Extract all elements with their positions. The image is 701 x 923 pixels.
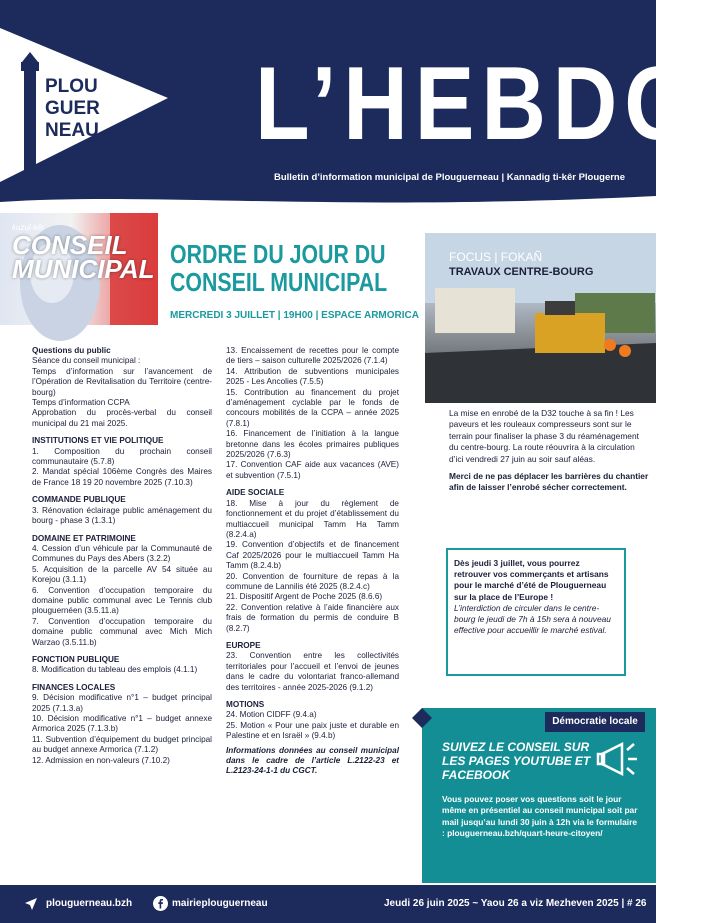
agenda-item: 14. Attribution de subventions municipales 2025 - Les Ancolies (7.5.5) — [226, 366, 399, 387]
agenda-section-heading: Questions du public — [32, 346, 111, 355]
agenda-item: 13. Encaissement de recettes pour le compte de tiers – saison culturelle 2025/2026 (7.1.4) — [226, 346, 399, 366]
agenda-item: Séance du conseil municipal : — [32, 356, 141, 366]
focus-notice: Merci de ne pas déplacer les barrières du chantier afin de laisser l’enrobé sécher correctement. — [449, 471, 649, 493]
agenda-item: 7. Convention d’occupation temporaire du domaine public communal avec Mich Mich Warzao (3.5.11.b) — [32, 616, 212, 647]
panel-diamond-accent — [414, 708, 434, 748]
ordre-du-jour-heading — [170, 240, 387, 296]
agenda-section-heading: COMMANDE PUBLIQUE — [32, 495, 126, 505]
agenda-item: 11. Subvention d’équipement du budget principal au budget annexe Armorica (7.1.2) — [32, 734, 212, 755]
agenda-item: 10. Décision modificative n°1 – budget annexe Armorica 2025 (7.1.3.b) — [32, 714, 212, 734]
logo-line3: NEAU — [45, 120, 99, 141]
agenda-item: 25. Motion « Pour une paix juste et durable en Palestine et en Israël » (9.4.b) — [226, 720, 399, 741]
conseil-date: MERCREDI 3 JUILLET | 19H00 | ESPACE ARMORICA — [170, 310, 419, 321]
logo-line1: PLOU — [45, 76, 98, 97]
ordre-heading-line2: CONSEIL MUNICIPAL — [170, 267, 388, 297]
agenda-item: 1. Composition du prochain conseil communautaire (5.7.8) — [32, 446, 212, 467]
facebook-link[interactable]: mairieplouguerneau — [172, 898, 268, 909]
masthead — [0, 0, 701, 208]
newsletter-subtitle: Bulletin d’information municipal de Plouguerneau | Kannadig ti-kêr Plougerne — [274, 172, 626, 183]
agenda-item: 4. Cession d’un véhicule par la Communauté de Communes du Pays des Abers (3.2.2) — [32, 543, 212, 564]
agenda-item: 6. Convention d’occupation temporaire du domaine public communal avec Le Tennis club plouguernéen (3.5.11.a) — [32, 585, 212, 616]
website-link[interactable]: plouguerneau.bzh — [46, 898, 133, 909]
marche-ete-box — [446, 548, 626, 676]
facebook-icon — [153, 896, 168, 911]
agenda-section-heading: AIDE SOCIALE — [226, 488, 285, 498]
agenda-footnote: Informations données au conseil municipal dans le cadre de l’article L.2122-23 et L.2123-24-1-1 du CGCT. — [226, 745, 399, 776]
agenda-item: 16. Financement de l’initiation à la langue bretonne dans les écoles primaires publiques 2025/2026 (7.6.3) — [226, 429, 399, 460]
agenda-item: Temps d’information CCPA — [32, 398, 130, 408]
agenda-item: 15. Contribution au financement du projet d’aménagement cyclable par le fonds de concours mobilités de la CCPA – année 2025 (7.8.1) — [226, 387, 399, 428]
agenda-item: 19. Convention d’objectifs et de financement Caf 2025/2026 pour le multiaccueil Tamm Ha Tamm (8.2.4.b) — [226, 540, 399, 571]
agenda-column-2 — [226, 346, 399, 777]
agenda-section-heading: DOMAINE ET PATRIMOINE — [32, 533, 136, 543]
agenda-item: 20. Convention de fourniture de repas à la commune de Lannilis été 2025 (8.2.4.c) — [226, 571, 399, 591]
header-wave-divider — [0, 188, 656, 212]
agenda-item: 17. Convention CAF aide aux vacances (AVE) et subvention (7.5.1) — [226, 460, 399, 480]
democratie-text: Vous pouvez poser vos questions soit le jour même en présentiel au conseil municipal soit par mail jusqu’au lundi 30 juin à 12h via le formulaire : plouguerneau.bzh/quart-heure-citoyen/ — [442, 794, 638, 839]
marche-ete-announcement: Dès jeudi 3 juillet, vous pourrez retrouver vos commerçants et artisans pour le marché d’été de Plouguerneau sur la place de l’Europe ! — [454, 558, 609, 602]
agenda-item: 8. Modification du tableau des emplois (4.1.1) — [32, 665, 198, 675]
focus-paragraph: La mise en enrobé de la D32 touche à sa fin ! Les paveurs et les rouleaux compresseurs sont sur le terrain pour finaliser la phase 3 du réaménagement du centre-bourg. La route réouvrira à la circulation d’ici vendredi 27 juin au soir sauf aléas. — [449, 408, 639, 464]
agenda-section-heading: EUROPE — [226, 640, 261, 650]
agenda-item: 9. Décision modificative n°1 – budget principal 2025 (7.1.3.a) — [32, 693, 212, 713]
agenda-item: 24. Motion CIDFF (9.4.a) — [226, 710, 317, 720]
agenda-item: 12. Admission en non-valeurs (7.10.2) — [32, 755, 170, 765]
marche-ete-note: L’interdiction de circuler dans le centre-bourg le jeudi de 7h à 15h sera à nouveau effective pour accueillir le marché estival. — [454, 602, 611, 636]
democratie-title — [442, 740, 590, 782]
logo-line2: GUER — [45, 98, 100, 119]
focus-text — [449, 408, 649, 500]
newsletter-title: L’HEBDO — [255, 46, 701, 162]
agenda-item: 2. Mandat spécial 106ème Congrès des Maires de France 18 19 20 novembre 2025 (7.10.3) — [32, 467, 212, 487]
navigation-arrow-icon — [24, 897, 38, 911]
agenda-item: 21. Dispositif Argent de Poche 2025 (8.6.6) — [226, 592, 383, 602]
democratie-title-line3: FACEBOOK — [442, 768, 511, 782]
agenda-section-heading: MOTIONS — [226, 700, 265, 709]
agenda-item: 23. Convention entre les collectivités territoriales pour l’accueil et l’envoi de jeunes dans le cadre du volontariat franco-allemand des territoires - année 2025-2026 (9.1.2) — [226, 651, 399, 692]
agenda-section-heading: FONCTION PUBLIQUE — [32, 654, 120, 664]
democratie-tag: Démocratie locale — [545, 712, 645, 732]
agenda-column-1 — [32, 346, 212, 766]
democratie-title-line2: LES PAGES YOUTUBE ET — [442, 754, 591, 768]
issue-date: Jeudi 26 juin 2025 ~ Yaou 26 a viz Mezheven 2025 | # 26 — [384, 898, 647, 909]
agenda-section-heading: FINANCES LOCALES — [32, 682, 116, 692]
conseil-kuzul: kuzul-kêr — [12, 223, 45, 232]
focus-title: TRAVAUX CENTRE-BOURG — [449, 266, 594, 278]
footer-bar — [0, 885, 656, 923]
megaphone-icon — [596, 738, 642, 782]
focus-label: FOCUS | FOKAÑ — [449, 250, 543, 264]
ordre-heading-line1: ORDRE DU JOUR DU — [170, 239, 386, 269]
agenda-item: 5. Acquisition de la parcelle AV 54 située au Korejou (3.1.1) — [32, 564, 212, 585]
agenda-item: 18. Mise à jour du règlement de fonctionnement et du projet d’établissement du multiaccueil municipal Tamm Ha Tamm (8.2.4.a) — [226, 498, 399, 539]
democratie-title-line1: SUIVEZ LE CONSEIL SUR — [442, 740, 590, 754]
conseil-photo-title-line1: CONSEIL — [12, 230, 128, 260]
agenda-item: 22. Convention relative à l’aide financière aux frais de formation du permis de conduire B (8.2.7) — [226, 602, 399, 633]
agenda-item: Temps d’information sur l’avancement de l’Opération de Revitalisation du Territoire (centre-bourg) — [32, 366, 212, 397]
agenda-item: 3. Rénovation éclairage public aménagement du bourg - phase 3 (1.3.1) — [32, 505, 212, 526]
agenda-item: Approbation du procès-verbal du conseil municipal du 21 mai 2025. — [32, 408, 212, 428]
conseil-photo-title-line2: MUNICIPAL — [12, 254, 155, 284]
agenda-section-heading: INSTITUTIONS ET VIE POLITIQUE — [32, 436, 164, 446]
conseil-photo-title — [12, 230, 155, 284]
plouguerneau-logo[interactable] — [0, 0, 175, 190]
